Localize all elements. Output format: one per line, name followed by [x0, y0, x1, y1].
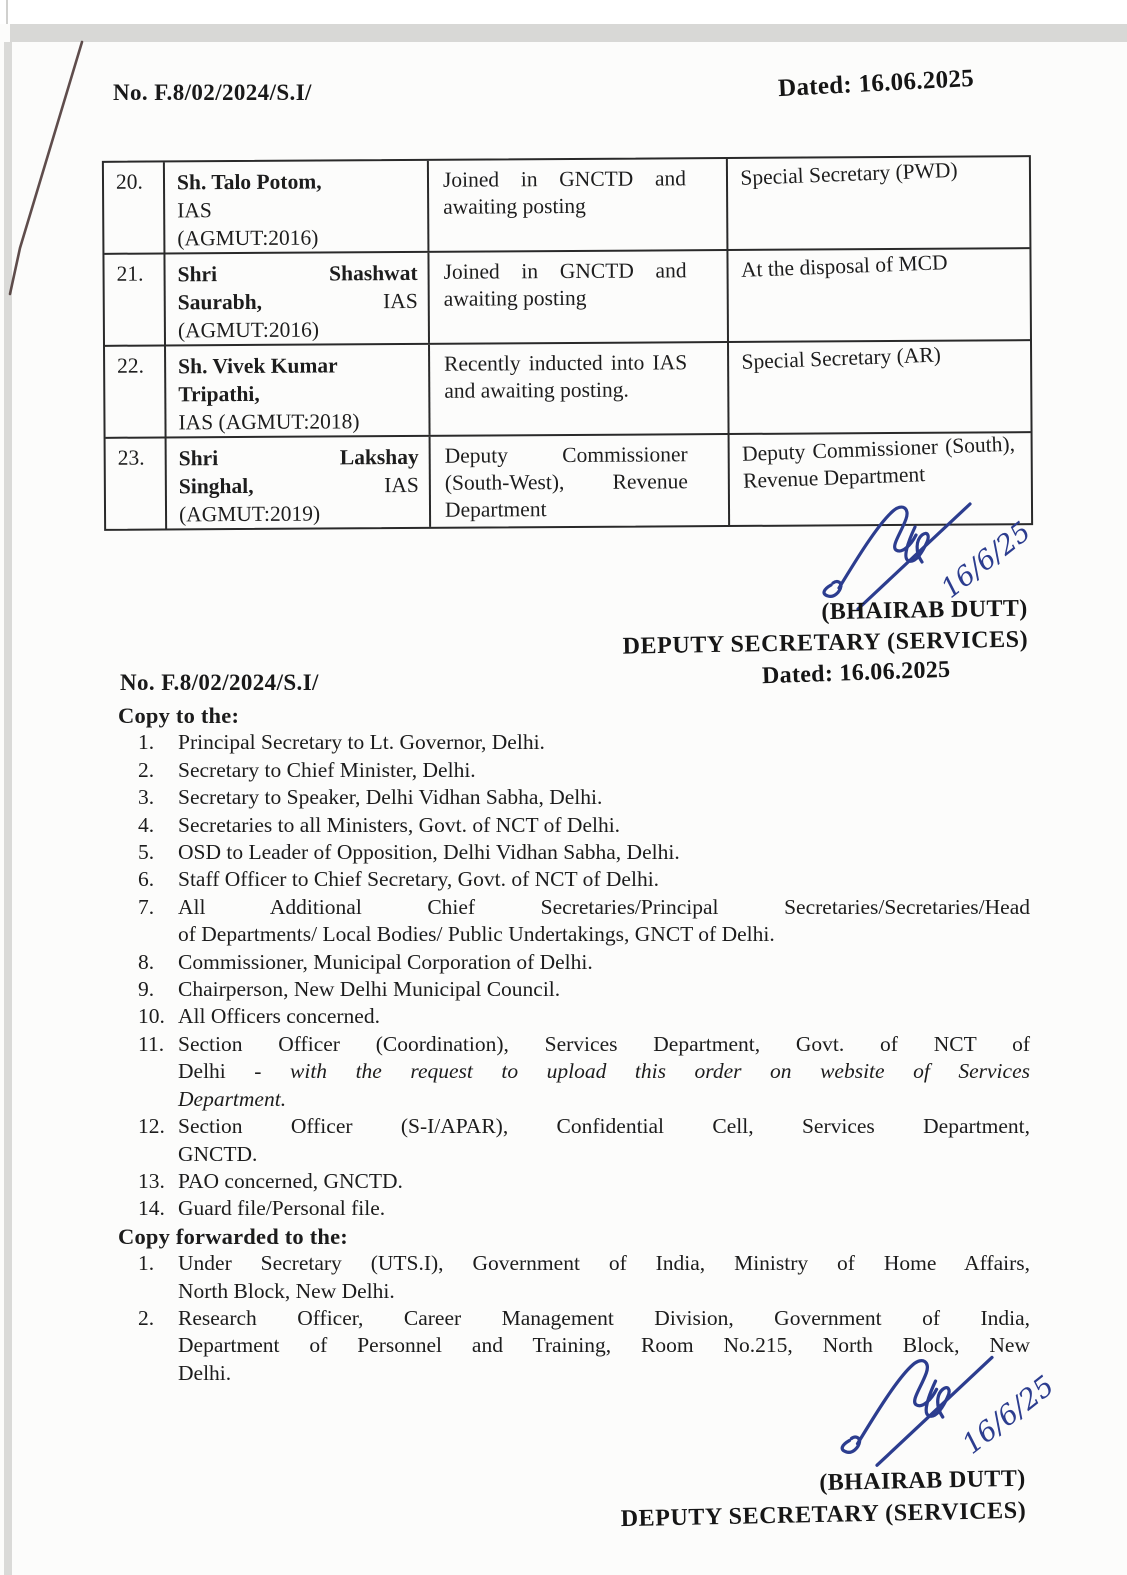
handwritten-date: 16/6/25	[935, 516, 1037, 605]
current-posting-text: Joined in GNCTD and awaiting posting	[442, 166, 687, 219]
signatory-designation: DEPUTY SECRETARY (SERVICES)	[622, 626, 1029, 660]
name-part: Shashwat	[329, 260, 418, 286]
current-posting-text: Deputy Commissioner (South-West), Revenue Department	[444, 442, 688, 522]
list-item-line: Section Officer (S-I/APAR), Confidential Cell, Services Department,	[178, 1114, 1030, 1139]
copy-to-heading: Copy to the:	[118, 703, 240, 728]
cell-officer-name	[165, 253, 430, 345]
list-item	[100, 894, 1030, 949]
cell-officer-name	[167, 437, 432, 529]
list-item-line: PAO concerned, GNCTD.	[178, 1168, 403, 1193]
signatory-name-2: (BHAIRAB DUTT)	[819, 1465, 1026, 1497]
list-item	[100, 757, 1030, 784]
cell-serial: 23.	[106, 438, 168, 528]
officer-name-line	[178, 315, 418, 344]
list-item-line: of Departments/ Local Bodies/ Public Undertakings, GNCT of Delhi.	[178, 922, 775, 947]
list-item	[100, 1113, 1030, 1168]
previous-page-fold-line	[6, 0, 8, 24]
cell-officer-name	[165, 161, 430, 253]
name-part: IAS	[384, 472, 419, 498]
list-item-number: 8.	[138, 949, 155, 974]
new-posting-text: At the disposal of MCD	[740, 250, 948, 282]
list-item-line: North Block, New Delhi.	[178, 1278, 395, 1303]
table-row	[104, 247, 1030, 345]
list-item-line: OSD to Leader of Opposition, Delhi Vidhan Sabha, Delhi.	[178, 840, 680, 865]
name-part: (AGMUT:2016)	[177, 317, 320, 343]
list-item-italic-text: with the request to upload this order on website of Services	[290, 1059, 1030, 1084]
signatory-block-2	[517, 1463, 1026, 1538]
new-posting-text: Deputy Commissioner (South), Revenue Department	[741, 431, 1016, 493]
officer-name-line	[177, 223, 417, 252]
list-item-line: Chairperson, New Delhi Municipal Council.	[178, 977, 561, 1002]
officer-name-line	[177, 259, 417, 288]
officer-name-line	[177, 167, 417, 196]
list-item-number: 12.	[138, 1114, 165, 1139]
officer-name-line	[178, 407, 418, 436]
cell-officer-name	[166, 345, 431, 437]
list-item-number: 4.	[138, 812, 155, 837]
list-item	[100, 1003, 1030, 1030]
officer-name-line	[178, 379, 418, 408]
list-item	[100, 729, 1030, 756]
list-item-number: 10.	[138, 1004, 165, 1029]
name-part: Shri	[178, 446, 219, 471]
officer-name-line	[179, 499, 419, 528]
officer-name-line	[177, 195, 417, 224]
name-part: Tripathi,	[178, 381, 260, 407]
list-item-number: 3.	[138, 785, 155, 810]
corner-fold-mark	[0, 36, 100, 306]
list-item-number: 14.	[138, 1196, 165, 1221]
name-part: Saurabh,	[177, 289, 263, 315]
name-part: Singhal,	[178, 473, 254, 499]
list-item-line: Guard file/Personal file.	[178, 1196, 386, 1221]
name-part: IAS	[177, 198, 212, 223]
handwritten-date-2: 16/6/25	[955, 1368, 1061, 1461]
list-item-number: 5.	[138, 840, 155, 865]
postings-table	[102, 155, 1033, 531]
cell-current-posting	[429, 251, 729, 343]
officer-name-line	[179, 471, 419, 500]
list-item-number: 1.	[138, 1251, 155, 1276]
list-item-line: Section Officer (Coordination), Services Department, Govt. of NCT of	[178, 1031, 1030, 1056]
list-item	[100, 1031, 1030, 1113]
file-number-2: No. F.8/02/2024/S.I/	[120, 670, 319, 695]
list-item-line: Under Secretary (UTS.I), Government of India, Ministry of Home Affairs,	[178, 1251, 1030, 1276]
postings-table-body	[104, 157, 1031, 529]
list-item-italic-text: Department.	[178, 1086, 287, 1111]
file-number: No. F.8/02/2024/S.I/	[113, 80, 312, 105]
previous-page-edge	[0, 0, 1127, 24]
name-part: Lakshay	[339, 444, 419, 470]
list-item-number: 9.	[138, 977, 155, 1002]
officer-name-line	[179, 443, 419, 472]
current-posting-text: Recently inducted into IAS and awaiting posting.	[444, 350, 688, 403]
list-item-number: 11.	[138, 1031, 165, 1056]
officer-name-line	[178, 287, 418, 316]
officer-name-line	[178, 351, 418, 380]
list-item-line: Principal Secretary to Lt. Governor, Delhi.	[178, 730, 545, 755]
list-item	[100, 839, 1030, 866]
table-row	[104, 157, 1030, 253]
signatory-designation-2: DEPUTY SECRETARY (SERVICES)	[620, 1497, 1027, 1533]
list-item-number: 2.	[138, 1305, 155, 1330]
cell-new-posting	[729, 341, 1031, 433]
name-part: Sh. Talo Potom,	[176, 169, 322, 195]
cell-current-posting	[430, 343, 730, 435]
name-part: (AGMUT:2019)	[178, 501, 321, 527]
list-item-line: Secretaries to all Ministers, Govt. of NCT of Delhi.	[178, 812, 621, 837]
cell-serial: 22.	[105, 346, 167, 436]
name-part: Sh. Vivek Kumar	[178, 353, 338, 379]
new-posting-text: Special Secretary (PWD)	[739, 157, 959, 190]
date-line: Dated: 16.06.2025	[777, 64, 975, 103]
list-item-number: 6.	[138, 867, 155, 892]
list-item-line	[178, 1058, 1030, 1085]
list-item	[100, 1195, 1030, 1222]
page-gap-shadow	[10, 24, 1127, 42]
list-item	[100, 812, 1030, 839]
list-item-line: Research Officer, Career Management Division, Government of India,	[178, 1305, 1030, 1330]
list-item-number: 2.	[138, 757, 155, 782]
list-item-line: GNCTD.	[178, 1141, 258, 1166]
list-item-number: 7.	[138, 894, 155, 919]
list-item	[100, 949, 1030, 976]
copy-forwarded-heading: Copy forwarded to the:	[118, 1223, 348, 1249]
cell-current-posting	[429, 159, 729, 251]
current-posting-text: Joined in GNCTD and awaiting posting	[443, 258, 687, 311]
list-item	[100, 1250, 1030, 1305]
name-part: Shri	[177, 262, 218, 287]
distribution-lists	[100, 702, 1030, 1387]
cell-new-posting	[728, 157, 1030, 249]
list-item	[100, 976, 1030, 1003]
list-item-line: Secretary to Chief Minister, Delhi.	[178, 757, 476, 782]
name-part: (AGMUT:2016)	[177, 225, 319, 251]
table-row	[105, 339, 1031, 437]
list-item-line: Secretary to Speaker, Delhi Vidhan Sabha, Delhi.	[178, 785, 603, 810]
cell-current-posting	[431, 435, 731, 527]
list-item-text: Delhi -	[178, 1059, 290, 1084]
list-item	[100, 784, 1030, 811]
list-item-line: Staff Officer to Chief Secretary, Govt. of NCT of Delhi.	[178, 867, 660, 892]
list-item	[100, 1168, 1030, 1195]
signatory-name: (BHAIRAB DUTT)	[821, 595, 1028, 626]
cell-serial: 20.	[104, 162, 166, 252]
date-line-2: Dated: 16.06.2025	[761, 656, 951, 690]
list-item-line: Delhi.	[178, 1360, 232, 1385]
list-item-line: Department of Personnel and Training, Room No.215, North Block, New	[178, 1333, 1030, 1358]
name-part: IAS	[383, 288, 418, 314]
cell-new-posting	[728, 249, 1030, 341]
signatory-block	[519, 594, 1028, 665]
list-item-line: Commissioner, Municipal Corporation of Delhi.	[178, 949, 593, 974]
list-item-line: All Additional Chief Secretaries/Principal Secretaries/Secretaries/Head	[178, 894, 1030, 919]
list-item-line: All Officers concerned.	[178, 1004, 380, 1029]
list-item-number: 1.	[138, 730, 155, 755]
new-posting-text: Special Secretary (AR)	[741, 342, 942, 374]
list-item	[100, 866, 1030, 893]
list-item-number: 13.	[138, 1168, 165, 1193]
copy-to-section	[100, 729, 1030, 1222]
name-part: IAS (AGMUT:2018)	[178, 409, 360, 435]
list-item-line	[178, 1086, 1030, 1113]
cell-serial: 21.	[104, 254, 166, 344]
